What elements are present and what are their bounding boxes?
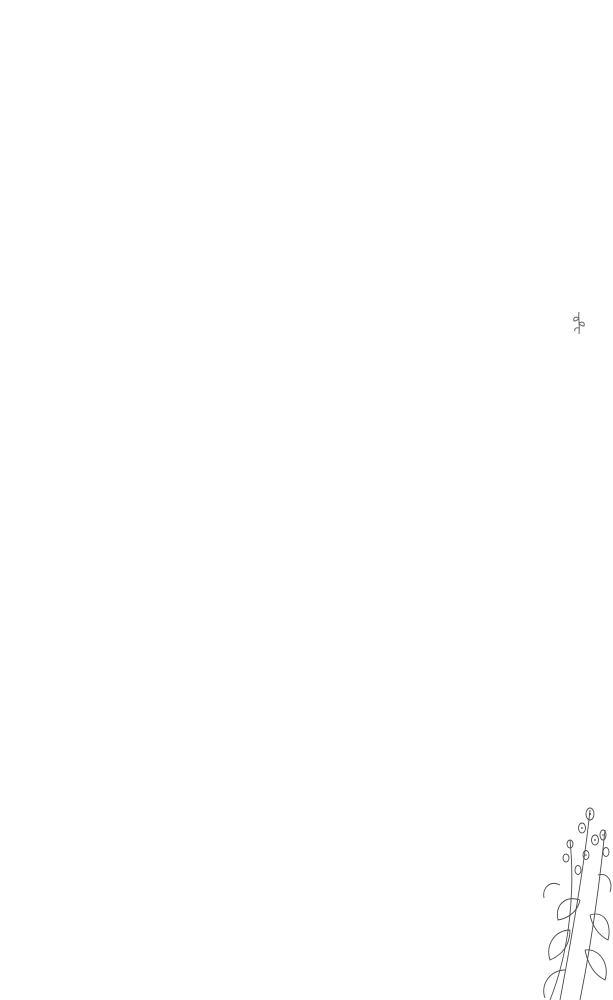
small-sprig-ornament-icon xyxy=(567,310,591,336)
floral-ornament-icon xyxy=(520,800,613,1000)
